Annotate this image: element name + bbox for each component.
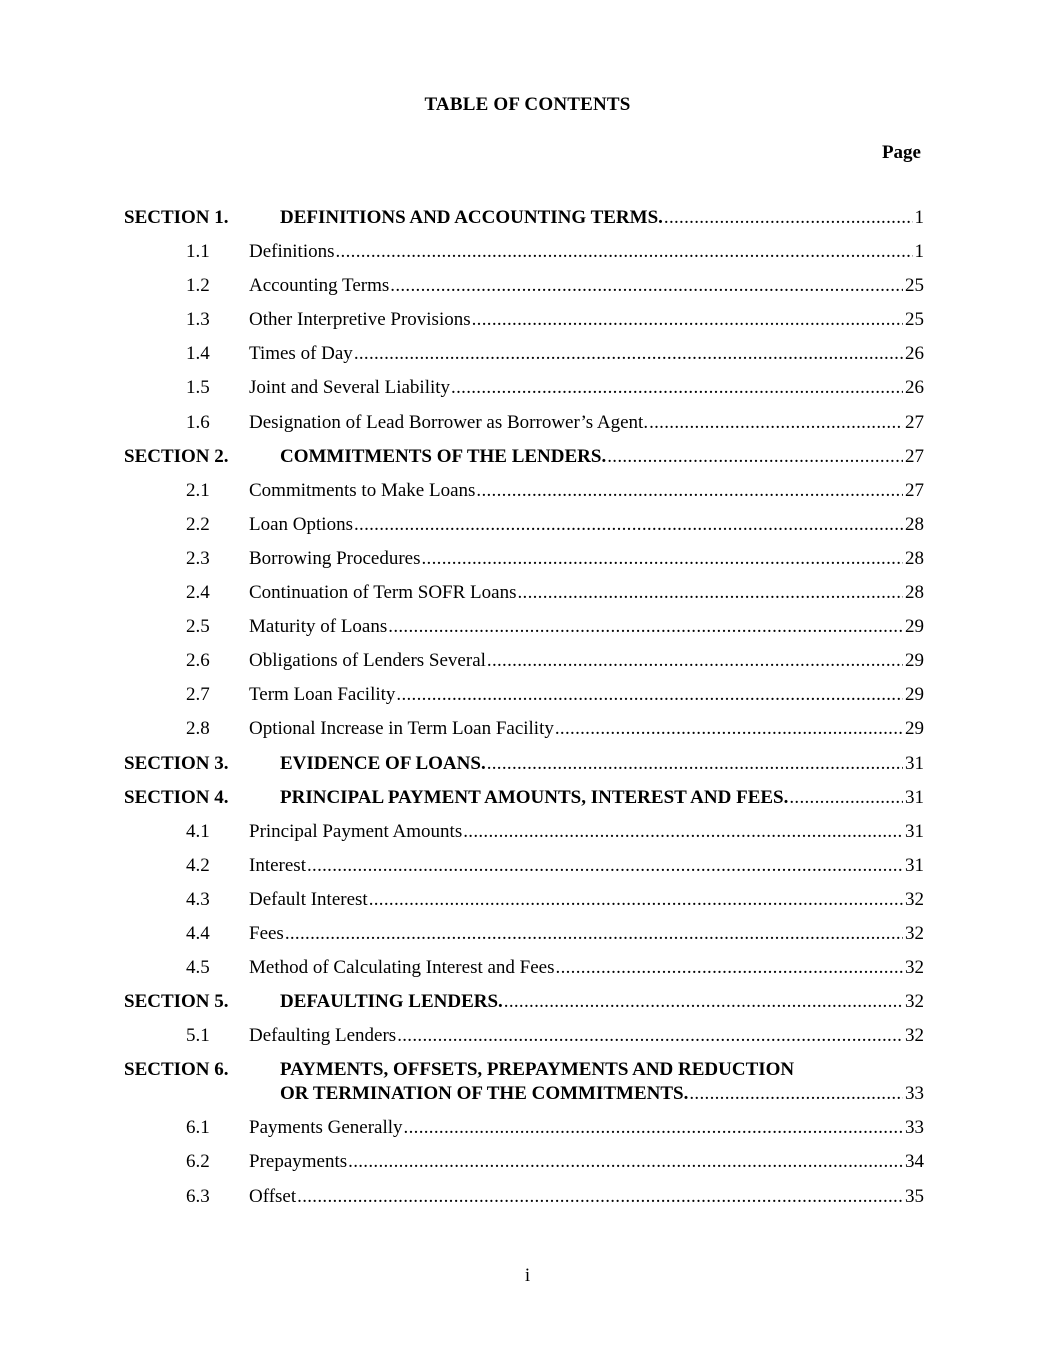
toc-entry-page-number: 1 [914,207,924,228]
toc-entry [249,513,924,537]
toc-entry [249,240,924,264]
dot-leader [390,274,903,298]
toc-entry-page-number: 29 [905,684,924,706]
toc-subsection-row[interactable] [0,1150,1055,1184]
toc-entry-title: Loan Options [249,513,353,535]
toc-entry [249,683,924,707]
toc-entry-number: 6.1 [186,1117,210,1139]
toc-subsection-row[interactable] [0,683,1055,717]
toc-section-row[interactable] [0,752,1055,786]
dot-leader [463,820,903,844]
toc-entry-title: PRINCIPAL PAYMENT AMOUNTS, INTEREST AND FEES. [280,786,789,808]
toc-section-row[interactable] [0,1058,1055,1116]
toc-subsection-row[interactable] [0,547,1055,581]
toc-subsection-row[interactable] [0,922,1055,956]
toc-subsection-row[interactable] [0,581,1055,615]
dot-leader [354,513,903,537]
toc-entry-number: 4.1 [186,820,210,842]
toc-entry [280,752,924,776]
toc-entry [249,649,924,673]
toc-entry-number: SECTION 6. [124,1059,229,1081]
toc-entry-page-number: 1 [914,241,924,263]
dot-leader [388,615,903,639]
page-title: TABLE OF CONTENTS [424,94,631,115]
toc-entry-page-number: 27 [905,479,924,501]
toc-entry-number: 4.4 [186,922,210,944]
toc-entry [249,854,924,878]
toc-entry-number: 1.6 [186,411,210,433]
toc-entry-title: DEFAULTING LENDERS. [280,991,503,1013]
toc-entry-title: Accounting Terms [249,275,390,297]
toc-entry-title: Borrowing Procedures [249,547,421,569]
toc-entry-title: Times of Day [249,343,353,365]
toc-subsection-row[interactable] [0,615,1055,649]
table-of-contents [0,206,1055,1219]
toc-subsection-row[interactable] [0,854,1055,888]
toc-section-row[interactable] [0,786,1055,820]
toc-entry-page-number: 32 [905,1025,924,1047]
toc-entry-page-number: 29 [905,718,924,740]
toc-entry [249,581,924,605]
toc-entry [249,1024,924,1048]
toc-entry-number: SECTION 5. [124,991,229,1013]
toc-entry [249,956,924,980]
toc-entry-page-number: 28 [905,582,924,604]
dot-leader [504,990,903,1014]
toc-entry-number: 2.6 [186,650,210,672]
toc-entry-number: 4.5 [186,957,210,979]
toc-entry-number: SECTION 2. [124,445,229,467]
toc-subsection-row[interactable] [0,1185,1055,1219]
toc-entry-page-number: 28 [905,547,924,569]
toc-entry-page-number: 25 [905,275,924,297]
toc-entry-number: 1.2 [186,275,210,297]
dot-leader [348,1150,903,1174]
toc-entry-page-number: 32 [905,922,924,944]
dot-leader [689,1082,903,1106]
toc-entry [249,888,924,912]
toc-subsection-row[interactable] [0,1024,1055,1058]
toc-entry-page-number: 25 [905,309,924,331]
dot-leader [649,411,903,435]
toc-entry-page-number: 29 [905,616,924,638]
dot-leader [476,479,903,503]
dot-leader [285,922,903,946]
toc-subsection-row[interactable] [0,240,1055,274]
toc-entry-title: Joint and Several Liability [249,377,451,399]
toc-subsection-row[interactable] [0,411,1055,445]
dot-leader [517,581,903,605]
toc-entry-title: DEFINITIONS AND ACCOUNTING TERMS. [280,207,663,228]
toc-entry [249,1185,924,1209]
toc-entry-title: Default Interest [249,888,368,910]
toc-entry [249,1150,924,1174]
toc-entry-number: 4.2 [186,854,210,876]
toc-entry [249,274,924,298]
toc-subsection-row[interactable] [0,649,1055,683]
toc-entry-number: 2.3 [186,547,210,569]
dot-leader [556,956,903,980]
toc-entry [249,922,924,946]
toc-entry [280,990,924,1014]
toc-entry-page-number: 31 [905,752,924,774]
toc-entry [249,615,924,639]
toc-subsection-row[interactable] [0,956,1055,990]
toc-entry-number: 6.2 [186,1151,210,1173]
toc-entry-page-number: 27 [905,445,924,467]
toc-subsection-row[interactable] [0,274,1055,308]
toc-entry-number: 2.8 [186,718,210,740]
dot-leader [664,206,913,230]
toc-entry [249,820,924,844]
page-column-label: Page [881,142,921,163]
toc-entry-title: Prepayments [249,1151,348,1173]
toc-subsection-row[interactable] [0,479,1055,513]
toc-entry-title-line1: PAYMENTS, OFFSETS, PREPAYMENTS AND REDUCTION [280,1059,795,1081]
toc-subsection-row[interactable] [0,308,1055,342]
toc-subsection-row[interactable] [0,342,1055,376]
dot-leader [472,308,903,332]
toc-entry-number: 1.3 [186,309,210,331]
toc-entry [249,376,924,400]
toc-entry-number: 5.1 [186,1025,210,1047]
toc-entry [280,786,924,810]
toc-entry-number: 2.5 [186,616,210,638]
toc-entry-page-number: 33 [905,1117,924,1139]
toc-entry-number: 2.4 [186,582,210,604]
toc-entry [249,547,924,571]
dot-leader [396,683,903,707]
toc-entry-page-number: 35 [905,1185,924,1207]
toc-entry-page-number: 32 [905,991,924,1013]
dot-leader [487,752,903,776]
toc-entry-page-number: 34 [905,1151,924,1173]
dot-leader [336,240,913,264]
dot-leader [297,1185,903,1209]
toc-section-row[interactable] [0,445,1055,479]
toc-entry-title: Principal Payment Amounts [249,820,463,842]
toc-entry-page-number: 32 [905,888,924,910]
toc-entry [280,1082,924,1106]
footer-page-number: i [524,1265,531,1286]
toc-subsection-row[interactable] [0,820,1055,854]
toc-entry-title: Definitions [249,241,335,263]
toc-subsection-row[interactable] [0,717,1055,751]
dot-leader [397,1024,903,1048]
toc-entry [280,445,924,469]
toc-entry-page-number: 29 [905,650,924,672]
toc-entry [249,308,924,332]
toc-entry-page-number: 31 [905,820,924,842]
toc-section-row[interactable] [0,990,1055,1024]
toc-entry-page-number: 28 [905,513,924,535]
toc-entry-number: 1.5 [186,377,210,399]
toc-entry-page-number: 31 [905,786,924,808]
toc-entry-title: Defaulting Lenders [249,1025,397,1047]
toc-subsection-row[interactable] [0,513,1055,547]
dot-leader [307,854,903,878]
toc-subsection-row[interactable] [0,888,1055,922]
dot-leader [555,717,903,741]
toc-entry-title: Offset [249,1185,297,1207]
toc-entry [249,411,924,435]
toc-section-row[interactable] [0,206,1055,240]
toc-entry-title: Payments Generally [249,1117,403,1139]
toc-entry [249,1116,924,1140]
toc-entry-number: 2.7 [186,684,210,706]
dot-leader [422,547,904,571]
toc-entry-number: SECTION 1. [124,207,229,228]
toc-entry-number: 2.2 [186,513,210,535]
toc-entry-page-number: 27 [905,411,924,433]
toc-entry [249,479,924,503]
toc-entry-number: 4.3 [186,888,210,910]
toc-entry-page-number: 26 [905,377,924,399]
toc-entry-title: Designation of Lead Borrower as Borrower’s Agent. [249,411,649,433]
toc-entry-title: Optional Increase in Term Loan Facility [249,718,554,740]
toc-entry-page-number: 31 [905,854,924,876]
toc-entry-number: 1.4 [186,343,210,365]
dot-leader [607,445,903,469]
toc-entry-title: Interest [249,854,306,876]
toc-entry-title: Fees [249,922,284,944]
toc-subsection-row[interactable] [0,376,1055,410]
toc-entry-number: 6.3 [186,1185,210,1207]
dot-leader [369,888,903,912]
dot-leader [354,342,903,366]
toc-entry-number: SECTION 3. [124,752,229,774]
toc-entry-title: Term Loan Facility [249,684,396,706]
toc-entry-title: EVIDENCE OF LOANS. [280,752,486,774]
dot-leader [404,1116,903,1140]
toc-entry [249,342,924,366]
dot-leader [451,376,903,400]
toc-entry-number: 1.1 [186,241,210,263]
dot-leader [487,649,903,673]
toc-entry-number: SECTION 4. [124,786,229,808]
toc-entry-title: Method of Calculating Interest and Fees [249,957,555,979]
toc-entry-page-number: 26 [905,343,924,365]
toc-entry [249,717,924,741]
toc-entry-title: Continuation of Term SOFR Loans [249,582,517,604]
toc-entry-page-number: 33 [905,1083,924,1105]
toc-subsection-row[interactable] [0,1116,1055,1150]
toc-entry-title: Maturity of Loans [249,616,388,638]
toc-entry-number: 2.1 [186,479,210,501]
toc-entry-title: Obligations of Lenders Several [249,650,486,672]
toc-entry-title: Other Interpretive Provisions [249,309,471,331]
toc-entry-page-number: 32 [905,957,924,979]
toc-entry-title: Commitments to Make Loans [249,479,476,501]
toc-entry-title: OR TERMINATION OF THE COMMITMENTS. [280,1083,689,1105]
toc-entry [280,206,924,230]
toc-entry-title: COMMITMENTS OF THE LENDERS. [280,445,607,467]
dot-leader [789,786,903,810]
